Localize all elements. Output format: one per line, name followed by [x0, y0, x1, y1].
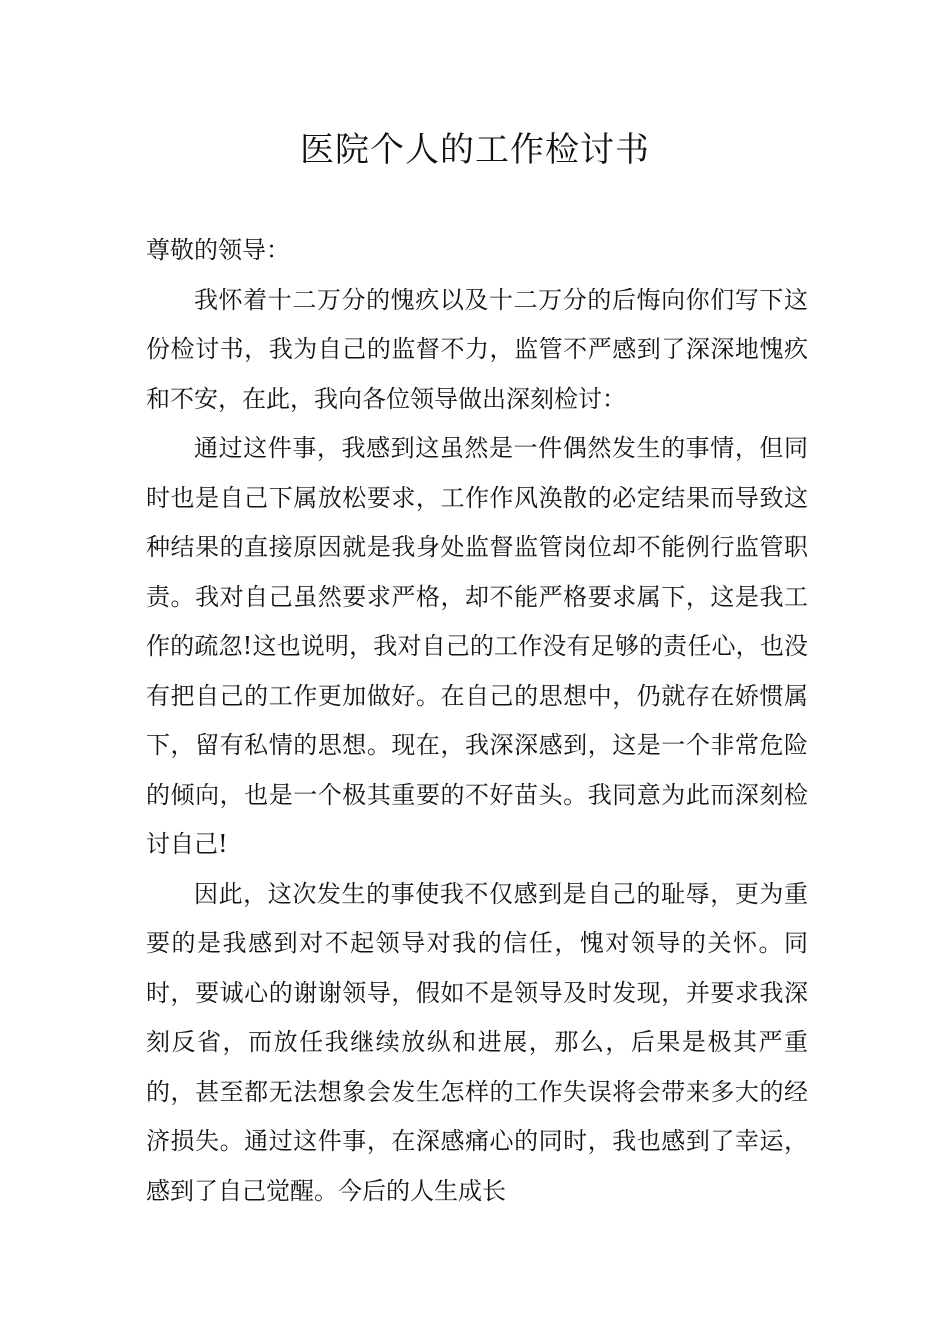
paragraph-2: 通过这件事，我感到这虽然是一件偶然发生的事情，但同时也是自己下属放松要求，工作作风涣散的必定结果而导致这种结果的直接原因就是我身处监督监管岗位却不能例行监管职责。我对自己虽然要求严格，却不能严格要求属下，这是我工作的疏忽!这也说明，我对自己的工作没有足够的责任心，也没有把自己的工作更加做好。在自己的思想中，仍就存在娇惯属下，留有私情的思想。现在，我深深感到，这是一个非常危险的倾向，也是一个极其重要的不好苗头。我同意为此而深刻检讨自己! [146, 434, 808, 858]
document-title: 医院个人的工作检讨书 [300, 130, 650, 170]
document-body [146, 226, 808, 1216]
salutation: 尊敬的领导： [146, 236, 290, 264]
paragraph-3: 因此，这次发生的事使我不仅感到是自己的耻辱，更为重要的是我感到对不起领导对我的信任，愧对领导的关怀。同时，要诚心的谢谢领导，假如不是领导及时发现，并要求我深刻反省，而放任我继续放纵和进展，那么，后果是极其严重的，甚至都无法想象会发生怎样的工作失误将会带来多大的经济损失。通过这件事，在深感痛心的同时，我也感到了幸运，感到了自己觉醒。今后的人生成长 [146, 879, 808, 1205]
paragraph-1: 我怀着十二万分的愧疚以及十二万分的后悔向你们写下这份检讨书，我为自己的监督不力，监管不严感到了深深地愧疚和不安，在此，我向各位领导做出深刻检讨： [146, 285, 808, 413]
